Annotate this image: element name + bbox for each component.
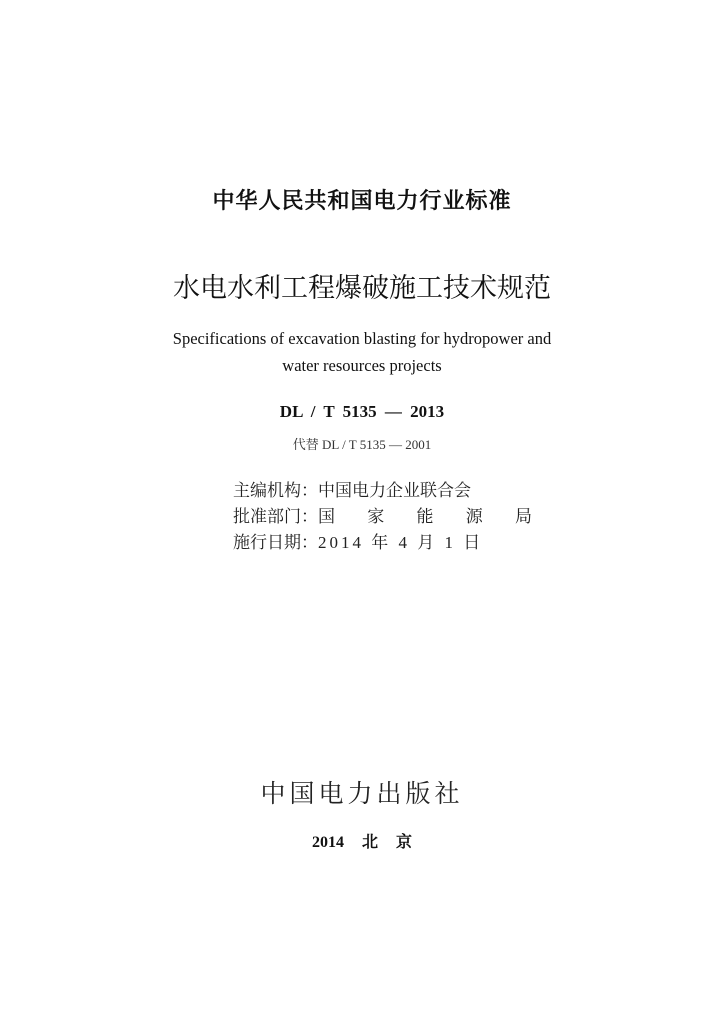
standard-number: DL / T 5135 — 2013 xyxy=(279,402,445,421)
effective-date-row xyxy=(233,528,533,554)
title-english-line2: water resources projects xyxy=(282,356,442,375)
editor-value: 中国电力企业联合会 xyxy=(318,481,471,500)
approver-label: 批准部门： xyxy=(233,507,318,526)
title-chinese: 水电水利工程爆破施工技术规范 xyxy=(173,273,551,303)
editor-label: 主编机构： xyxy=(233,481,318,500)
publication-metadata xyxy=(233,476,546,554)
approver-value: 国 家 能 源 局 xyxy=(318,507,546,526)
title-english-line1: Specifications of excavation blasting for hydropower and xyxy=(172,329,552,348)
effective-date-value: 2014 年 4 月 1 日 xyxy=(318,533,484,552)
publisher-name: 中国电力出版社 xyxy=(260,779,464,808)
replaces-standard: 代替 DL / T 5135 — 2001 xyxy=(292,437,432,452)
effective-date-label: 施行日期： xyxy=(233,533,318,552)
approver-row xyxy=(233,502,546,528)
editor-row xyxy=(233,476,533,502)
standard-category-heading: 中华人民共和国电力行业标准 xyxy=(212,189,512,214)
publication-year-place: 2014 北 京 xyxy=(311,834,412,851)
